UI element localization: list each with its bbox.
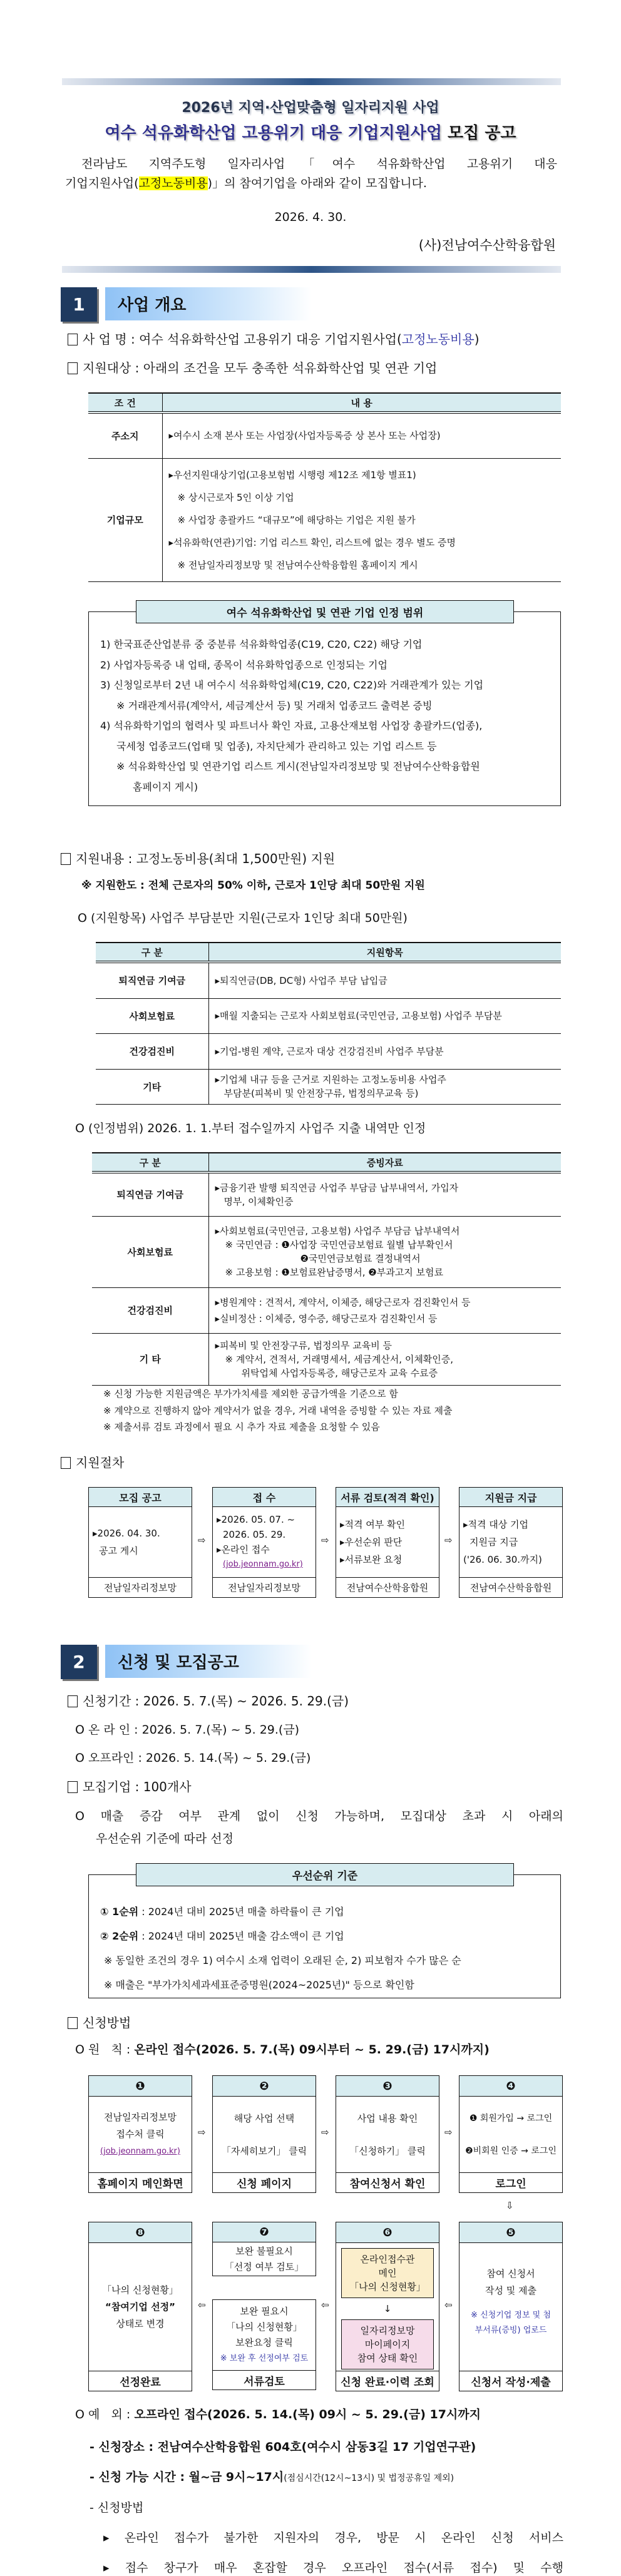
row-text: ▸실비정산 : 이체증, 영수증, 해당근로자 검진확인서 등 [215,1312,438,1324]
support-target-text: 지원대상 : 아래의 조건을 모두 충족한 석유화학산업 및 연관 기업 [83,360,438,376]
procedure-step-payment [459,1487,563,1598]
step-number: ❸ [336,2076,439,2097]
arrow-right-icon: ⇨ [321,2127,329,2138]
exception-line [75,2406,481,2423]
step-text: 보완요청 클릭 [235,2337,293,2348]
evidence-table [92,1152,561,1386]
row-text: ※ 사업장 총괄카드 “대규모”에 해당하는 기업은 지원 불가 [177,514,416,526]
section-number: 1 [61,287,97,322]
notice-title [0,123,621,143]
recruit-count [68,1779,192,1795]
arrow-left-icon: ⇦ [321,2299,329,2311]
step-title: 접 수 [213,1488,316,1507]
notice-date: 2026. 4. 30. [274,210,347,224]
method-heading [68,2015,131,2031]
table-row [92,1216,561,1287]
offline-period: O 오프라인 : 2026. 5. 14.(목) ~ 5. 29.(금) [75,1751,311,1765]
offline-hours [90,2469,454,2487]
intro-line-2 [65,175,427,192]
note: ※ 계약으로 진행하지 않아 계약서가 없을 경우, 거래 내역을 증빙할 수 있는 자료 제출 [103,1404,453,1416]
step-8 [88,2222,192,2391]
evidence-notes [103,1386,453,1436]
step-text: 2026. 05. 29. [223,1529,286,1540]
online-reception-box [341,2248,434,2298]
scope-box-title: 여수 석유화학산업 및 연관 기업 인정 범위 [136,600,514,623]
priority-note: ※ 동일한 조건의 경우 1) 여수시 소재 업력이 오래된 순, 2) 피보험자 수가 많은 순 [104,1955,461,1966]
row-key: 기타 [96,1069,208,1104]
step-3 [336,2075,439,2193]
step-text: 메인 [378,2267,397,2279]
step-text: “참여기업 선정” [105,2301,175,2313]
step-footer: 신청 페이지 [236,2178,292,2190]
step-text: ▸온라인 접수 [217,1544,270,1555]
step-text: 상태로 변경 [116,2318,165,2329]
step-number: ❺ [459,2222,562,2243]
step-text: 참여 신청서 [486,2268,535,2279]
row-text: ※ 고용보험 : ❶보험료완납증명서, ❷부과고지 보험료 [225,1267,443,1278]
checkbox-square-icon [61,1457,71,1469]
row-key: 기업규모 [88,458,162,581]
priority-box-title: 우선순위 기준 [136,1863,514,1886]
row-text: ▸석유화학(연관)기업: 기업 리스트 확인, 리스트에 없는 경우 별도 증명 [168,536,456,548]
step-text: ▸서류보완 요청 [340,1554,403,1565]
priority-text: : 2024년 대비 2025년 매출 하락률이 큰 기업 [138,1906,344,1918]
priority-note: ※ 매출은 "부가가치세과세표준증명원(2024~2025년)" 등으로 확인함 [104,1979,414,1991]
col-header: 조 건 [88,393,162,412]
step-text: 사업 내용 확인 [357,2112,418,2124]
step-number: ❶ [89,2076,192,2097]
support-items-title: O (지원항목) 사업주 부담분만 지원(근로자 1인당 최대 50만원) [78,911,408,925]
step-text: ▸적격 대상 기업 [463,1519,529,1530]
procedure-step-reception [212,1487,316,1598]
business-name-text: 사 업 명 : 여수 석유화학산업 고용위기 대응 기업지원사업( [83,332,402,347]
table-row [96,998,561,1033]
table-row [88,412,561,458]
highlight-fixed-labor-cost: 고정노동비용 [138,176,208,190]
step-title: 모집 공고 [89,1488,192,1507]
offline-method-2: ▸ 접수 창구가 매우 혼잡할 경우 오프라인 접수(서류 접수) 및 수행 [103,2561,563,2575]
step-number: ❼ [212,2222,316,2242]
scope-item: 3) 신청일로부터 2년 내 여수시 석유화학업체(C19, C20, C22)와 거래관계가 있는 기업 [100,679,484,691]
scope-item: 홈페이지 게시) [133,780,198,793]
application-period [68,1693,349,1709]
step-footer: 신청 완료·이력 조회 [341,2376,434,2389]
row-key: 퇴직연금 기여금 [92,1172,208,1216]
arrow-left-icon: ⇦ [198,2299,206,2311]
checkbox-square-icon [68,334,78,345]
row-text: ▸기업-병원 계약, 근로자 대상 건강검진비 사업주 부담분 [215,1045,444,1057]
priority-text: : 2024년 대비 2025년 매출 감소액이 큰 기업 [138,1930,344,1942]
support-content [61,851,335,867]
step-text: 「자세히보기」 클릭 [221,2145,307,2157]
step-text: ❷비회원 인증 → 로그인 [465,2145,557,2156]
col-header: 구 분 [92,1153,208,1172]
recruit-count-text: 모집기업 : 100개사 [83,1779,192,1794]
step-7 [212,2222,316,2390]
row-text: ※ 계약서, 견적서, 거래명세서, 세금계산서, 이체확인증, [225,1353,454,1365]
step-4 [459,2075,563,2193]
row-key: 건강검진비 [92,1287,208,1333]
step-text: 「나의 신청현황」 [349,2281,426,2292]
step-text: ▸적격 여부 확인 [340,1519,406,1530]
business-name-text: ) [474,332,480,347]
step-text: ❶ 회원가입 → 로그인 [469,2113,553,2124]
principle-line [75,2042,490,2058]
priority-label: ② 2순위 [100,1930,139,1942]
scope-item: ※ 거래관계서류(계약서, 세금계산서 등) 및 거래처 업종코드 출력본 증빙 [116,699,433,712]
arrow-right-icon: ⇨ [444,1535,453,1546]
row-text: 명부, 이체확인증 [223,1195,294,1207]
row-key: 퇴직연금 기여금 [96,962,208,998]
step-number: ❷ [213,2076,316,2097]
row-key: 주소지 [88,412,162,458]
step-text: 해당 사업 선택 [234,2112,295,2124]
step-text: 작성 및 제출 [485,2285,536,2296]
checkbox-square-icon [68,1695,78,1707]
checkbox-square-icon [68,362,78,374]
row-text: ▸금융기관 발행 퇴직연금 사업주 부담금 납부내역서, 가입자 [215,1182,459,1193]
step-text: 온라인접수관 [360,2254,415,2265]
step-footer: 홈페이지 메인화면 [97,2178,183,2190]
step-title: 서류 검토(적격 확인) [336,1488,439,1507]
row-key: 사회보험료 [96,998,208,1033]
note: ※ 신청 가능한 지원금액은 부가가치세를 제외한 공급가액을 기준으로 함 [103,1388,398,1399]
arrow-right-icon: ⇨ [198,2127,206,2138]
condition-table [88,392,561,582]
arrow-left-icon: ⇦ [444,2299,453,2311]
procedure-step-announcement [88,1487,192,1598]
priority-label: ① 1순위 [100,1906,139,1918]
recognition-scope-title: O (인정범위) 2026. 1. 1.부터 접수일까지 사업주 지출 내역만 인정 [75,1122,426,1135]
mypage-box [341,2319,434,2369]
step-text: 전남일자리정보망 [104,2112,177,2123]
col-header: 내 용 [162,393,561,412]
step-text: 「선정 여부 검토」 [224,2261,304,2272]
step-footer: 참여신청서 확인 [349,2178,426,2190]
principle-text: 온라인 접수(2026. 5. 7.(목) 09시부터 ~ 5. 29.(금) 17시까지) [134,2043,490,2057]
col-header: 지원항목 [208,943,561,962]
intro-text: )」의 참여기업을 아래와 같이 모집합니다. [207,176,427,190]
row-text: ▸기업체 내규 등을 근거로 지원하는 고정노동비용 사업주 [215,1074,446,1085]
step-2 [212,2075,316,2193]
procedure-heading-text: 지원절차 [76,1455,125,1470]
notice-subtitle: 2026년 지역·산업맞춤형 일자리지원 사업 [182,100,439,116]
table-row [88,458,561,581]
step-6 [336,2222,439,2391]
checkbox-square-icon [61,853,71,865]
arrow-down-icon: ⇩ [506,2200,514,2211]
row-text: ❷국민연금보험료 결정내역서 [300,1253,421,1264]
step-note: ※ 보완 후 선정여부 검토 [220,2354,309,2363]
row-text: ▸우선지원대상기업(고용보험법 시행령 제12조 제1항 별표1) [168,469,416,481]
step-text: 공고 게시 [99,1545,138,1556]
step-footer: 신청서 작성·제출 [471,2376,551,2389]
col-header: 구 분 [96,943,208,962]
step-number: ❹ [459,2076,562,2097]
step-number: ❽ [89,2222,192,2243]
step-owner: 전남여수산학융합원 [470,1582,552,1593]
support-items-table [96,942,561,1105]
step-footer: 서류검토 [212,2371,316,2390]
organization-name: (사)전남여수산학융합원 [418,238,556,253]
step-text: 「나의 신청현황」 [102,2284,178,2296]
business-name [68,331,480,347]
table-row [92,1333,561,1385]
row-text: ▸사회보험료(국민연금, 고용보험) 사업주 부담금 납부내역서 [215,1225,460,1237]
offline-hours-text: - 신청 가능 시간 : 월~금 9시~17시 [90,2470,284,2484]
exception-text: 오프라인 접수(2026. 5. 14.(목) 09시 ~ 5. 29.(금) 17시까지 [134,2408,481,2421]
offline-method-1: ▸ 온라인 접수가 불가한 지원자의 경우, 방문 시 온라인 신청 서비스 [103,2531,563,2545]
decor-bar-top [62,78,561,85]
priority-2 [100,1924,461,1948]
arrow-right-icon: ⇨ [198,1535,206,1546]
section-number: 2 [61,1645,97,1679]
priority-list [100,1899,461,1997]
row-text: ▸병원계약 : 견적서, 계약서, 이체증, 해당근로자 검진확인서 등 [215,1296,471,1308]
step-1 [88,2075,192,2193]
principle-label: O 원 칙 : [75,2043,135,2057]
online-period: O 온 라 인 : 2026. 5. 7.(목) ~ 5. 29.(금) [75,1723,300,1737]
row-text: ※ 상시근로자 5인 이상 기업 [177,491,294,503]
step-text: 지원금 지급 [470,1536,518,1548]
step-owner: 전남일자리정보망 [228,1582,300,1593]
checkbox-square-icon [68,2017,78,2029]
step-text: ▸2026. 04. 30. [93,1528,160,1539]
step-number: ❻ [336,2222,439,2243]
row-key: 사회보험료 [92,1216,208,1287]
row-text: ▸매월 지출되는 근로자 사회보험료(국민연금, 고용보험) 사업주 부담분 [215,1010,502,1021]
method-heading-text: 신청방법 [83,2015,131,2030]
step-text: 보완 불필요시 [235,2245,293,2257]
scope-item: 1) 한국표준산업분류 중 중분류 석유화학업종(C19, C20, C22) 해당 기업 [100,638,423,650]
row-key: 건강검진비 [96,1033,208,1069]
scope-item: ※ 석유화학산업 및 연관기업 리스트 게시(전남일자리정보망 및 전남여수산학융합원 [116,760,480,772]
note: ※ 제출서류 검토 과정에서 필요 시 추가 자료 제출을 요청할 수 있음 [103,1421,380,1433]
intro-text: 기업지원사업( [65,176,139,190]
arrow-right-icon: ⇨ [321,1535,329,1546]
step-text: 「신청하기」 클릭 [349,2145,426,2157]
step-text: 「나의 신청현황」 [226,2321,302,2333]
support-target [68,360,437,376]
title-suffix: 모집 공고 [448,124,516,143]
step-footer: 로그인 [495,2178,526,2190]
business-name-blue: 고정노동비용 [401,332,475,347]
step-text: ('26. 06. 30.까지) [463,1554,542,1565]
step-text: 일자리정보망 [360,2325,415,2336]
step-5 [459,2222,563,2391]
offline-method: - 신청방법 [90,2501,144,2515]
exception-label: O 예 외 : [75,2408,135,2421]
jeonnam-job-link[interactable]: (job.jeonnam.go.kr) [100,2147,180,2156]
step-note: ※ 신청기업 정보 및 첨부서류(증빙) 업로드 [471,2311,551,2335]
priority-1 [100,1899,461,1924]
step-title: 지원금 지급 [459,1488,562,1507]
scope-item: 국세청 업종코드(업태 및 업종), 자치단체가 관리하고 있는 기업 리스트 등 [116,740,437,752]
sales-note-1: O 매출 증감 여부 관계 없이 신청 가능하며, 모집대상 초과 시 아래의 [75,1809,563,1823]
support-content-text: 지원내용 : 고정노동비용(최대 1,500만원) 지원 [76,851,336,866]
sales-note-2: 우선순위 기준에 따라 선정 [96,1832,234,1846]
table-row [96,1033,561,1069]
application-period-text: 신청기간 : 2026. 5. 7.(목) ~ 2026. 5. 29.(금) [83,1694,349,1709]
table-row [96,1069,561,1104]
row-text: ※ 국민연금 : ❶사업장 국민연금보험료 월별 납부확인서 [225,1239,453,1250]
row-text: ※ 전남일자리정보망 및 전남여수산학융합원 홈페이지 게시 [177,559,418,571]
support-limit: ※ 지원한도 : 전체 근로자의 50% 이하, 근로자 1인당 최대 50만원 지원 [81,879,425,892]
checkbox-square-icon [68,1781,78,1793]
arrow-down-icon: ↓ [383,2303,392,2314]
jeonnam-job-link[interactable]: (job.jeonnam.go.kr) [223,1560,303,1569]
row-text: ▸여수시 소재 본사 또는 사업장(사업자등록증 상 본사 또는 사업장) [168,430,441,442]
row-text: 부담분(피복비 및 안전장구류, 법정의무교육 등) [223,1088,419,1099]
section-title: 사업 개요 [105,287,312,320]
col-header: 증빙자료 [208,1153,561,1172]
step-text: 보완 필요시 [240,2306,289,2317]
offline-place: - 신청장소 : 전남여수산학융합원 604호(여수시 삼동3길 17 기업연구관) [90,2440,476,2454]
scope-list [100,635,483,797]
table-row [92,1172,561,1216]
scope-item: 2) 사업자등록증 내 업태, 종목이 석유화학업종으로 인정되는 기업 [100,658,387,671]
decor-bar-bottom [62,266,561,273]
row-text: ▸피복비 및 안전장구류, 법정의무 교육비 등 [215,1339,392,1351]
step-text: ▸2026. 05. 07. ~ [217,1514,295,1525]
procedure-step-review [336,1487,439,1598]
section-title: 신청 및 모집공고 [105,1645,312,1678]
intro-line-1: 전라남도 지역주도형 일자리사업「여수 석유화학산업 고용위기 대응 [81,157,557,171]
table-row [96,962,561,998]
row-text: 위탁업체 사업자등록증, 해당근로자 교육 수료증 [241,1367,438,1379]
step-owner: 전남일자리정보망 [104,1582,177,1593]
scope-item: 4) 석유화학기업의 협력사 및 파트너사 확인 자료, 고용산재보험 사업장 총괄카드(업종), [100,720,483,732]
row-key: 기 타 [92,1333,208,1385]
arrow-right-icon: ⇨ [444,2127,453,2138]
procedure-heading [61,1454,124,1471]
step-text: 참여 상태 확인 [357,2353,418,2364]
step-owner: 전남여수산학융합원 [346,1582,429,1593]
step-text: ▸우선순위 판단 [340,1536,403,1548]
title-main: 여수 석유화학산업 고용위기 대응 기업지원사업 [105,124,442,143]
row-text: ▸퇴직연금(DB, DC형) 사업주 부담 납입금 [215,974,387,986]
step-footer: 선정완료 [120,2376,161,2389]
table-row [92,1287,561,1333]
offline-hours-note: (점심시간(12시~13시) 및 법정공휴일 제외) [284,2473,454,2483]
step-text: 접수처 클릭 [116,2129,165,2140]
step-text: 마이페이지 [364,2339,411,2350]
